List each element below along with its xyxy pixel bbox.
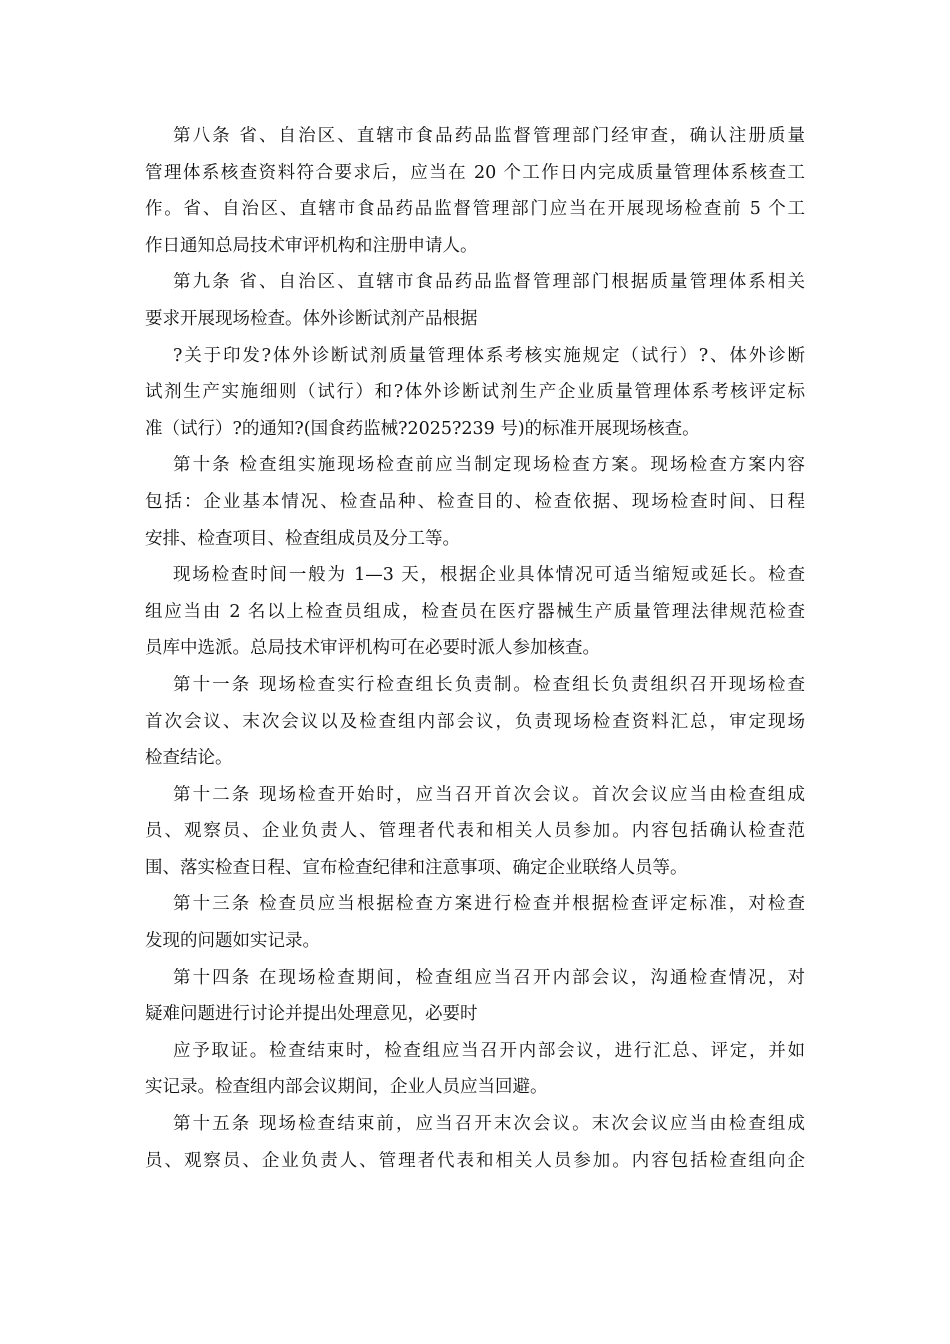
text-line: 实记录。检查组内部会议期间，企业人员应当回避。 [145,1077,548,1098]
text-line: 第八条 省、自治区、直辖市食品药品监督管理部门经审查，确认注册质量 [173,126,805,146]
text-line: 第九条 省、自治区、直辖市食品药品监督管理部门根据质量管理体系相关 [173,272,805,293]
text-line: 作。省、自治区、直辖市食品药品监督管理部门应当在开展现场检查前 5 个工 [145,199,805,220]
text-line: 第十三条 检查员应当根据检查方案进行检查并根据检查评定标准，对检查 [173,894,805,915]
text-line: 第十五条 现场检查结束前，应当召开末次会议。末次会议应当由检查组成 [173,1114,805,1135]
text-line: ?关于印发?体外诊断试剂质量管理体系考核实施规定（试行）?、体外诊断 [173,345,805,366]
text-line: 员、观察员、企业负责人、管理者代表和相关人员参加。内容包括确认检查范 [145,821,805,842]
text-line: 试剂生产实施细则（试行）和?体外诊断试剂生产企业质量管理体系考核评定标 [145,382,805,403]
text-line: 发现的问题如实记录。 [145,931,320,952]
text-line: 要求开展现场检查。体外诊断试剂产品根据 [145,308,478,329]
text-line: 第十一条 现场检查实行检查组长负责制。检查组长负责组织召开现场检查 [173,674,805,695]
text-line: 第十条 检查组实施现场检查前应当制定现场检查方案。现场检查方案内容 [173,455,805,476]
text-line: 准（试行）?的通知?(国食药监械?2025?239 号)的标准开展现场核查。 [145,418,700,439]
text-line: 包括：企业基本情况、检查品种、检查目的、检查依据、现场检查时间、日程 [145,491,805,512]
document-body [145,118,805,1179]
text-line: 首次会议、末次会议以及检查组内部会议，负责现场检查资料汇总，审定现场 [145,711,805,732]
text-line: 疑难问题进行讨论并提出处理意见，必要时 [145,1004,478,1025]
text-line: 检查结论。 [145,748,233,769]
text-line: 员库中选派。总局技术审评机构可在必要时派人参加核查。 [145,638,600,659]
text-line: 管理体系核查资料符合要求后，应当在 20 个工作日内完成质量管理体系核查工 [145,162,805,183]
text-line: 第十四条 在现场检查期间，检查组应当召开内部会议，沟通检查情况，对 [173,967,805,988]
text-line: 作日通知总局技术审评机构和注册申请人。 [145,235,478,256]
text-line: 现场检查时间一般为 1—3 天，根据企业具体情况可适当缩短或延长。检查 [173,565,805,586]
text-line: 应予取证。检查结束时，检查组应当召开内部会议，进行汇总、评定，并如 [173,1040,805,1061]
text-line: 第十二条 现场检查开始时，应当召开首次会议。首次会议应当由检查组成 [173,784,805,805]
text-line: 员、观察员、企业负责人、管理者代表和相关人员参加。内容包括检查组向企 [145,1150,805,1171]
text-line: 组应当由 2 名以上检查员组成，检查员在医疗器械生产质量管理法律规范检查 [145,601,805,622]
text-line: 安排、检查项目、检查组成员及分工等。 [145,528,460,549]
text-line: 围、落实检查日程、宣布检查纪律和注意事项、确定企业联络人员等。 [145,857,688,878]
